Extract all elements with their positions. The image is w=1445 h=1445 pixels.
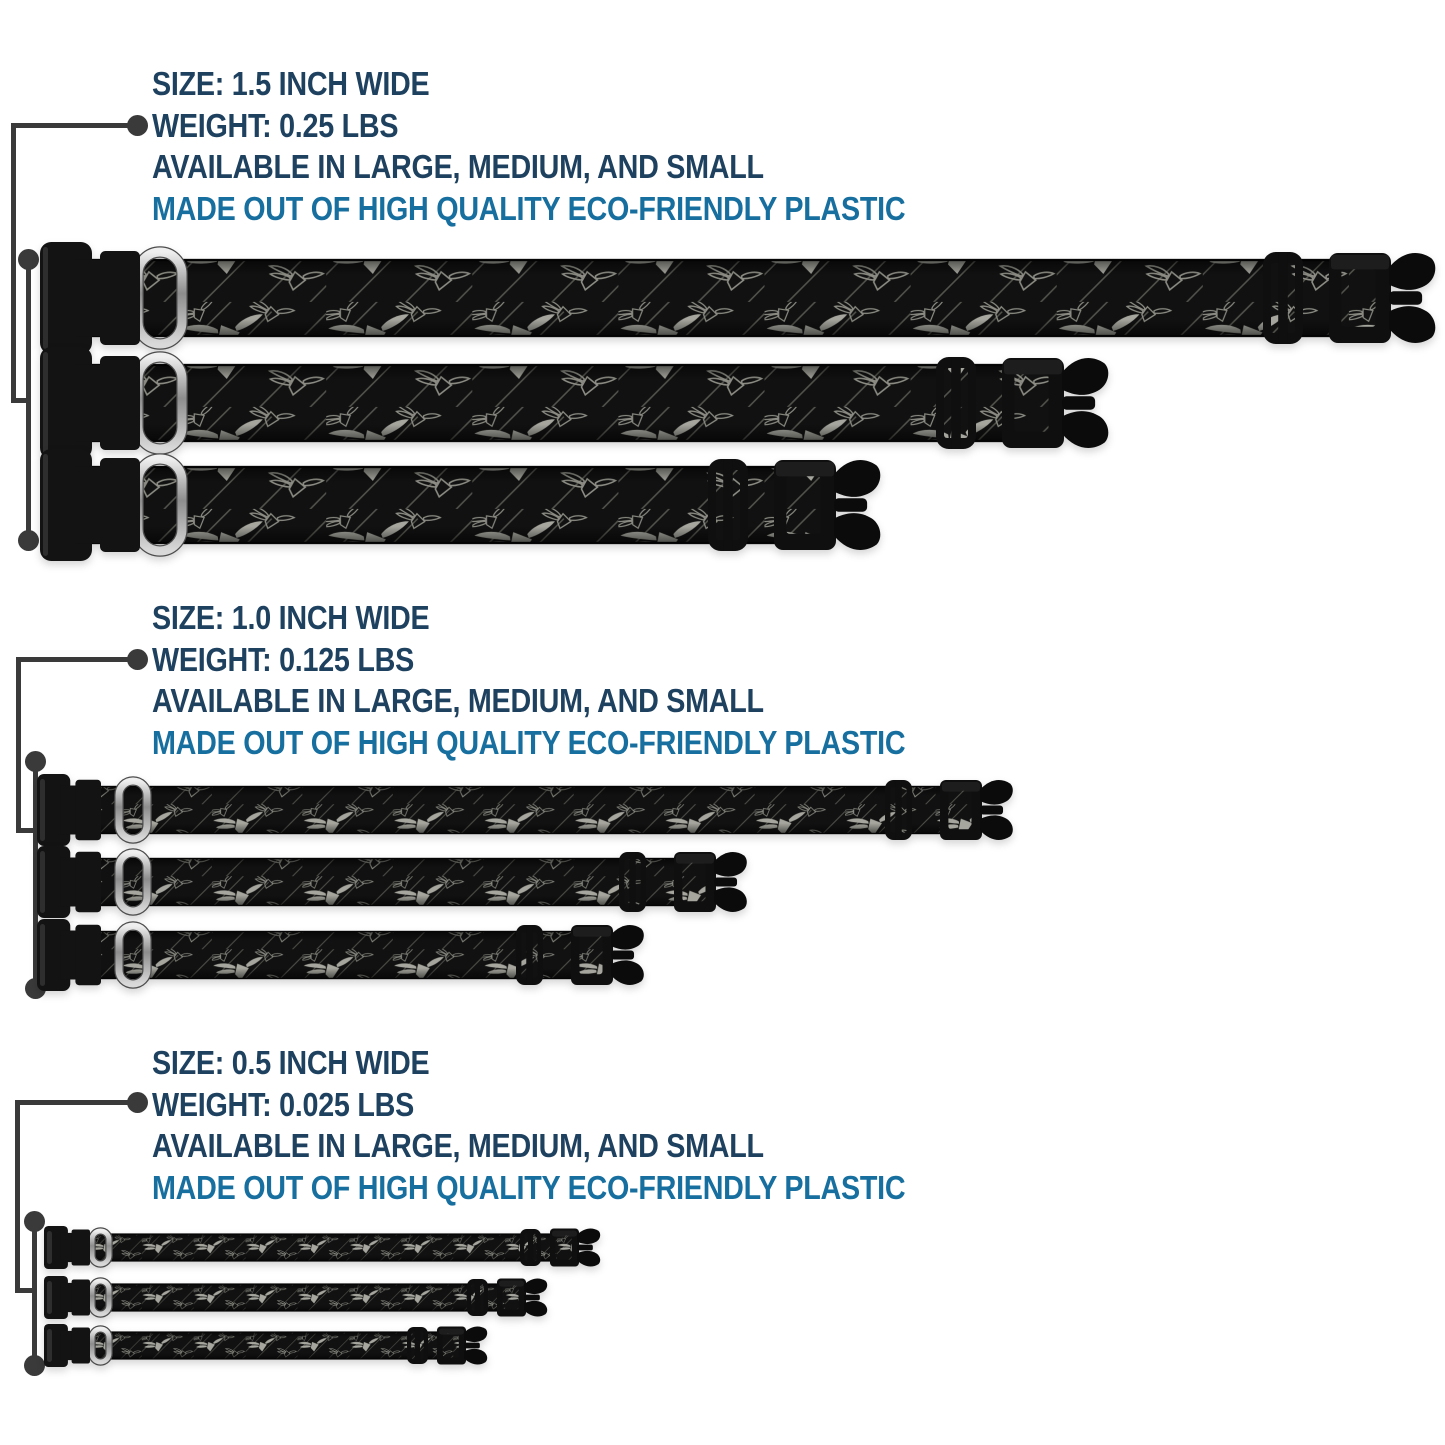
spec-size-line: SIZE: 1.5 INCH WIDE — [152, 65, 430, 102]
callout-hline-3 — [17, 1100, 137, 1105]
spec-weight-line: WEIGHT: 0.25 LBS — [152, 106, 399, 144]
spec-availability-line: AVAILABLE IN LARGE, MEDIUM, AND SMALL — [152, 1127, 764, 1164]
callout-hline-1 — [13, 123, 137, 128]
callout-span-3 — [32, 1221, 37, 1365]
spec-material-line: MADE OUT OF HIGH QUALITY ECO-FRIENDLY PLASTIC — [152, 723, 906, 761]
collar-0.5-inch-small — [38, 1306, 494, 1385]
spec-size-line: SIZE: 1.0 INCH WIDE — [152, 599, 430, 636]
callout-dot-text-2 — [127, 649, 148, 670]
spec-availability-line: AVAILABLE IN LARGE, MEDIUM, AND SMALL — [152, 148, 764, 185]
spec-size-line: SIZE: 0.5 INCH WIDE — [152, 1044, 430, 1081]
callout-vline-2 — [16, 657, 21, 833]
callout-dot-text-3 — [127, 1092, 148, 1113]
callout-vline-3 — [15, 1100, 20, 1293]
spec-block-0-5-inch — [152, 1042, 905, 1208]
callout-dot-text-1 — [127, 115, 148, 136]
spec-weight-line: WEIGHT: 0.125 LBS — [152, 640, 414, 678]
spec-material-line: MADE OUT OF HIGH QUALITY ECO-FRIENDLY PLASTIC — [152, 189, 906, 227]
collar-1.0-inch-small — [31, 901, 651, 1009]
callout-span-1 — [26, 259, 31, 540]
spec-block-1-5-inch — [152, 63, 905, 229]
spec-weight-line: WEIGHT: 0.025 LBS — [152, 1085, 414, 1123]
spec-availability-line: AVAILABLE IN LARGE, MEDIUM, AND SMALL — [152, 682, 764, 719]
spec-block-1-0-inch — [152, 597, 905, 763]
collar-1.5-inch-small — [34, 431, 888, 579]
callout-hline-2 — [18, 657, 137, 662]
callout-vline-1 — [11, 123, 16, 403]
spec-material-line: MADE OUT OF HIGH QUALITY ECO-FRIENDLY PLASTIC — [152, 1168, 906, 1206]
